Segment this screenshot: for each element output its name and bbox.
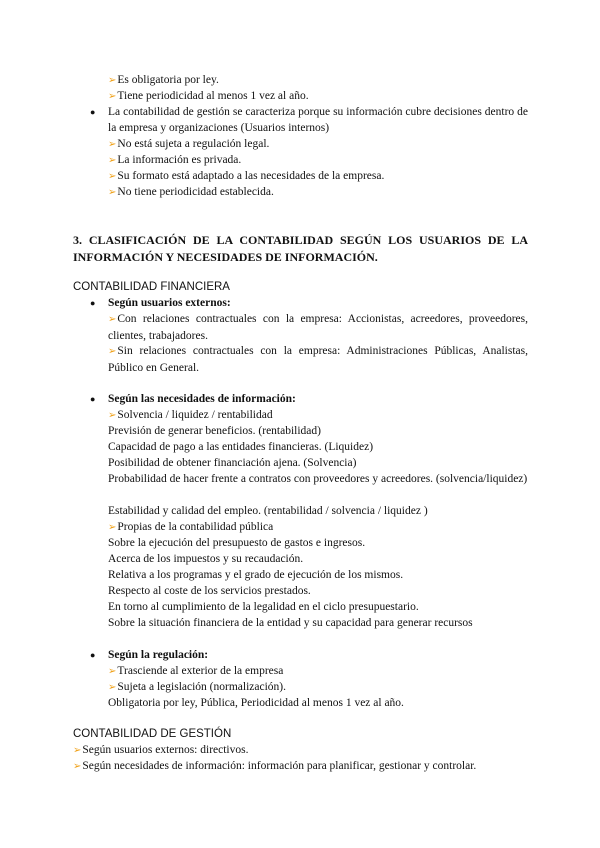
- arrow-icon: ➢: [108, 522, 117, 533]
- bullet-icon: ●: [90, 107, 96, 117]
- section-title: CONTABILIDAD FINANCIERA: [73, 281, 230, 293]
- arrow-icon: ➢: [108, 187, 117, 198]
- arrow-icon: ➢: [73, 761, 82, 772]
- subsection-label: Según la regulación:: [108, 649, 209, 661]
- text-line: Probabilidad de hacer frente a contratos con proveedores y acreedores. (solvencia/liquidez): [108, 473, 528, 485]
- list-item: ➢Tiene periodicidad al menos 1 vez al año.: [108, 90, 309, 102]
- arrow-icon: ➢: [108, 410, 117, 421]
- section-title: CONTABILIDAD DE GESTIÓN: [73, 728, 232, 740]
- text-line: En torno al cumplimiento de la legalidad en el ciclo presupuestario.: [108, 601, 419, 613]
- text-line: Posibilidad de obtener financiación ajena. (Solvencia): [108, 457, 357, 469]
- arrow-icon: ➢: [108, 75, 117, 86]
- list-item: ➢Sin relaciones contractuales con la empresa: Administraciones Públicas, Analistas, Público en General.: [108, 345, 528, 374]
- arrow-icon: ➢: [108, 139, 117, 150]
- section-heading: 3. CLASIFICACIÓN DE LA CONTABILIDAD SEGÚN LOS USUARIOS DE LA INFORMACIÓN Y NECESIDADES DE INFORMACIÓN.: [73, 233, 528, 264]
- text-line: Respecto al coste de los servicios prestados.: [108, 585, 311, 597]
- paragraph: La contabilidad de gestión se caracteriza porque su información cubre decisiones dentro de la empresa y organizaciones (Usuarios internos): [108, 106, 528, 134]
- list-item: ➢Propias de la contabilidad pública: [108, 521, 274, 533]
- bullet-icon: ●: [90, 394, 96, 404]
- arrow-icon: ➢: [108, 346, 117, 357]
- list-item: ➢No tiene periodicidad establecida.: [108, 186, 274, 198]
- arrow-icon: ➢: [108, 682, 117, 693]
- list-item: ➢No está sujeta a regulación legal.: [108, 138, 270, 150]
- arrow-icon: ➢: [73, 745, 82, 756]
- list-item: ➢Según usuarios externos: directivos.: [73, 744, 249, 756]
- list-item: ➢Sujeta a legislación (normalización).: [108, 681, 286, 693]
- list-item: ➢La información es privada.: [108, 154, 242, 166]
- list-item: ➢Solvencia / liquidez / rentabilidad: [108, 409, 273, 421]
- subsection-label: Según las necesidades de información:: [108, 393, 296, 405]
- list-item: ➢Su formato está adaptado a las necesidades de la empresa.: [108, 170, 385, 182]
- text-line: Obligatoria por ley, Pública, Periodicidad al menos 1 vez al año.: [108, 697, 404, 709]
- bullet-icon: ●: [90, 650, 96, 660]
- text-line: Relativa a los programas y el grado de ejecución de los mismos.: [108, 569, 404, 581]
- bullet-icon: ●: [90, 298, 96, 308]
- list-item: ➢Con relaciones contractuales con la empresa: Accionistas, acreedores, proveedores, clientes, trabajadores.: [108, 313, 528, 342]
- arrow-icon: ➢: [108, 666, 117, 677]
- text-line: Acerca de los impuestos y su recaudación.: [108, 553, 304, 565]
- subsection-label: Según usuarios externos:: [108, 297, 231, 309]
- text-line: Capacidad de pago a las entidades financieras. (Liquidez): [108, 441, 374, 453]
- text-line: Sobre la ejecución del presupuesto de gastos e ingresos.: [108, 537, 366, 549]
- text-line: Previsión de generar beneficios. (rentabilidad): [108, 425, 321, 437]
- list-item: ➢Trasciende al exterior de la empresa: [108, 665, 284, 677]
- list-item: ➢Es obligatoria por ley.: [108, 74, 219, 86]
- arrow-icon: ➢: [108, 171, 117, 182]
- arrow-icon: ➢: [108, 314, 117, 325]
- list-item: ➢Según necesidades de información: información para planificar, gestionar y controlar.: [73, 760, 477, 772]
- text-line: Estabilidad y calidad del empleo. (rentabilidad / solvencia / liquidez ): [108, 505, 428, 517]
- arrow-icon: ➢: [108, 91, 117, 102]
- text-line: Sobre la situación financiera de la entidad y su capacidad para generar recursos: [108, 617, 473, 629]
- arrow-icon: ➢: [108, 155, 117, 166]
